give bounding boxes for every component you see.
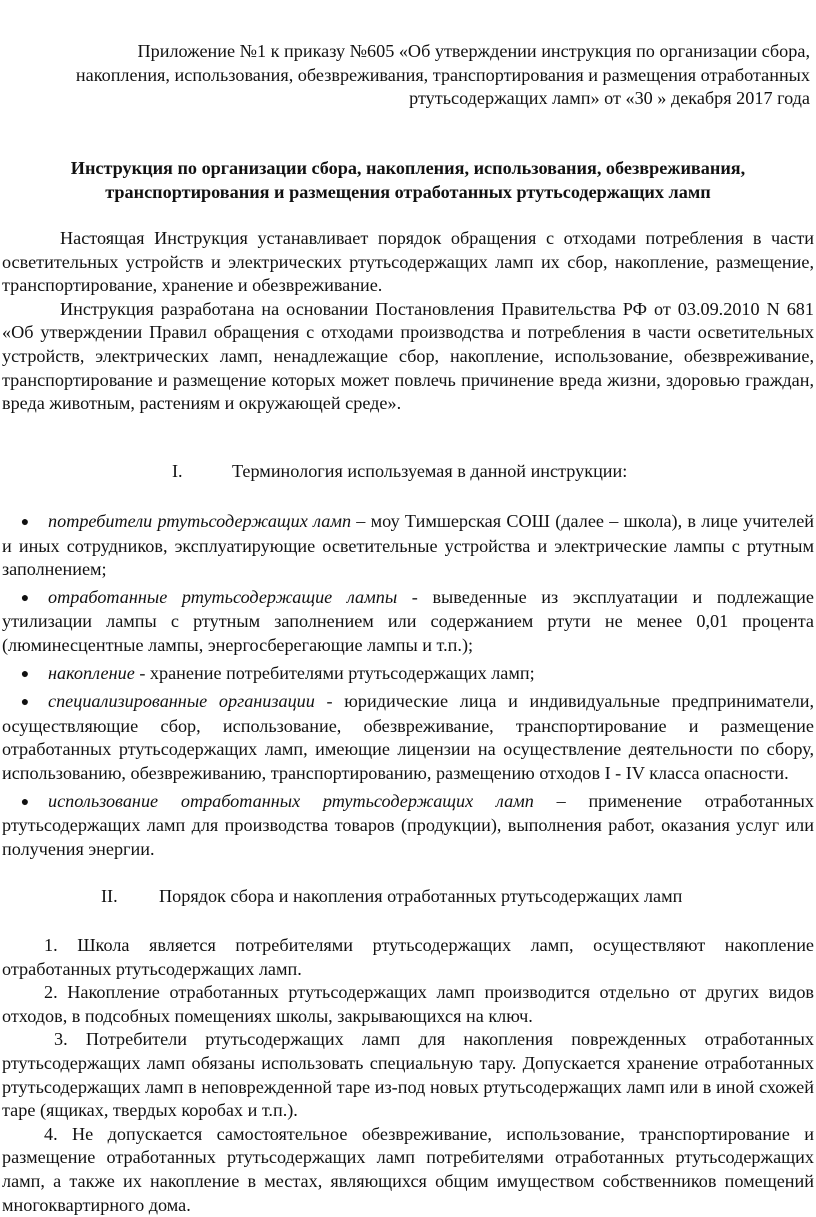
term-item bbox=[2, 586, 814, 658]
intro-paragraph-1: Настоящая Инструкция устанавливает порядок обращения с отходами потребления в части осветительных устройств и электрических ртутьсодержащих ламп их сбор, накопление, размещение, транспортирование, хранение и обезвреживание. bbox=[2, 228, 814, 296]
rules-list bbox=[2, 934, 814, 1217]
term-name: накопление bbox=[48, 662, 135, 683]
term-definition: - юридические лица и индивидуальные предприниматели, осуществляющие сбор, использование, обезвреживание, транспортирование и размещение отработанных ртутьсодержащих ламп, имеющие лицензии на осуществление деятельности по сбору, использованию, обезвреживанию, транспортированию, размещению отходов I - IV класса опасности. bbox=[2, 691, 814, 783]
term-name: специализированные организации bbox=[48, 691, 315, 712]
terms-list bbox=[2, 510, 814, 861]
rule-paragraph: 3. Потребители ртутьсодержащих ламп для накопления поврежденных отработанных ртутьсодержащих ламп обязаны использовать специальную тару. Допускается хранение отработанных ртутьсодержащих ламп в неповрежденной таре из-под новых ртутьсодержащих ламп или в иной схожей таре (ящиках, твердых коробах и т.п.). bbox=[2, 1029, 814, 1121]
bullet-icon: ● bbox=[20, 590, 30, 606]
term-name: потребители ртутьсодержащих ламп bbox=[48, 511, 352, 531]
term-definition: - выведенные из эксплуатации и подлежащие утилизации лампы с ртутным заполнением или содержанием ртути не менее 0,01 процента (люминесцентные лампы, энергосберегающие лампы и т.п.); bbox=[2, 586, 814, 655]
section-2-heading: Порядок сбора и накопления отработанных ртутьсодержащих ламп bbox=[159, 886, 683, 906]
intro-section bbox=[2, 227, 814, 416]
section-1-heading: Терминология используемая в данной инструкции: bbox=[232, 461, 628, 481]
term-name: использование отработанных ртутьсодержащих ламп bbox=[48, 790, 534, 811]
order-annex-header: Приложение №1 к приказу №605 «Об утверждении инструкция по организации сбора, накопления, использования, обезвреживания, транспортирования и размещения отработанных ртутьсодержащих ламп» от «30 » декабря 2017 года bbox=[75, 41, 810, 109]
section-1-number: I. bbox=[172, 461, 183, 481]
document-title: Инструкция по организации сбора, накопления, использования, обезвреживания, транспортирования и размещения отработанных ртутьсодержащих ламп bbox=[70, 158, 746, 202]
bullet-icon: ● bbox=[20, 515, 30, 530]
term-item bbox=[2, 510, 814, 582]
term-definition: – применение отработанных ртутьсодержащих ламп для производства товаров (продукции), выполнения работ, оказания услуг или получения энергии. bbox=[2, 790, 814, 859]
bullet-icon: ● bbox=[20, 794, 30, 810]
rule-paragraph: 2. Накопление отработанных ртутьсодержащих ламп производится отдельно от других видов отходов, в подсобных помещениях школы, закрывающихся на ключ. bbox=[2, 982, 814, 1026]
term-definition: - хранение потребителями ртутьсодержащих ламп; bbox=[134, 662, 535, 683]
rule-paragraph: 4. Не допускается самостоятельное обезвреживание, использование, транспортирование и размещение отработанных ртутьсодержащих ламп потребителями отработанных ртутьсодержащих ламп, а также их накопление в местах, являющихся общим имуществом собственников помещений многоквартирного дома. bbox=[2, 1123, 814, 1215]
section-2-number: II. bbox=[101, 886, 118, 906]
bullet-icon: ● bbox=[20, 666, 30, 682]
term-item bbox=[2, 790, 814, 862]
term-definition: – моу Тимшерская СОШ (далее – школа), в лице учителей и иных сотрудников, эксплуатирующие осветительные устройства и электрические лампы с ртутным заполнением; bbox=[2, 511, 814, 580]
intro-paragraph-2: Инструкция разработана на основании Постановления Правительства РФ от 03.09.2010 N 681 «Об утверждении Правил обращения с отходами производства и потребления в части осветительных устройств, электрических ламп, ненадлежащие сбор, накопление, использование, обезвреживание, транспортирование и размещение которых может повлечь причинение вреда жизни, здоровью граждан, вреда животным, растениям и окружающей среде». bbox=[2, 298, 814, 414]
bullet-icon: ● bbox=[20, 695, 30, 711]
rule-paragraph: 1. Школа является потребителями ртутьсодержащих ламп, осуществляют накопление отработанных ртутьсодержащих ламп. bbox=[2, 935, 814, 979]
term-item bbox=[2, 690, 814, 785]
term-name: отработанные ртутьсодержащие лампы bbox=[48, 586, 398, 607]
term-item bbox=[2, 662, 814, 687]
